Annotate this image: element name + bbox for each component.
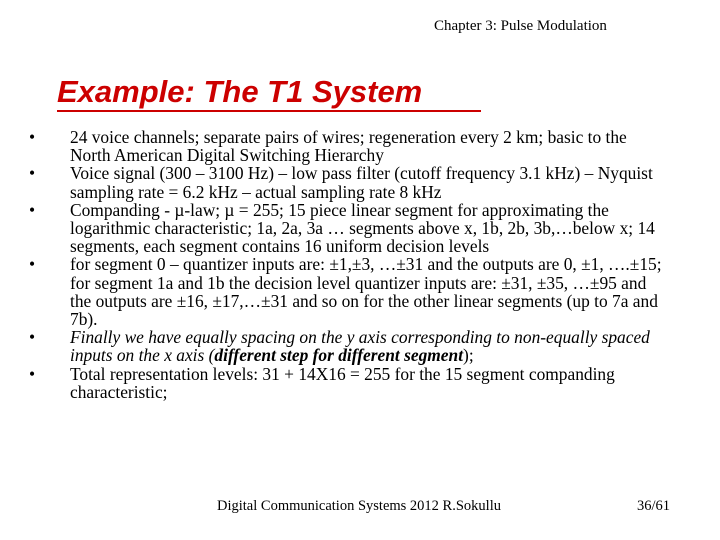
list-item (0, 201, 700, 256)
bullet-text-end: ); (463, 345, 474, 366)
bullet-text: Total representation levels: 31 + 14X16 = 255 for the 15 segment companding characteristic; (70, 363, 615, 402)
list-item (0, 255, 700, 328)
bullet-text-italic: Finally we have equally spacing on the y axis corresponding to non-equally spaced inputs on the x axis ( (70, 327, 650, 366)
bullet-text: Companding - µ-law; µ = 255; 15 piece linear segment for approximating the logarithmic characteristic; 1a, 2a, 3a … segments above x, 1b, 2b, 3b,…below x; 14 segments, each segment contains 16 uniform decision levels (70, 199, 655, 257)
slide-title: Example: The T1 System (57, 74, 423, 109)
bullet-dot: • (29, 163, 36, 184)
bullet-dot: • (29, 254, 36, 275)
chapter-header: Chapter 3: Pulse Modulation (434, 18, 607, 34)
bullet-dot: • (29, 199, 36, 220)
list-item (0, 128, 700, 164)
bullet-dot: • (29, 127, 36, 147)
bullet-dot: • (29, 363, 36, 384)
bullet-text: Voice signal (300 – 3100 Hz) – low pass filter (cutoff frequency 3.1 kHz) – Nyquist sampling rate = 6.2 kHz – actual sampling rate 8 kHz (70, 163, 653, 202)
footer-text: Digital Communication Systems 2012 R.Sokullu (217, 498, 501, 514)
list-item (0, 365, 700, 401)
title-underline (57, 110, 481, 112)
bullet-dot: • (29, 327, 36, 348)
bullet-text-bold: different step for different segment (214, 345, 464, 366)
bullet-list (0, 128, 700, 401)
list-item (0, 328, 700, 364)
page-number: 36/61 (637, 498, 671, 514)
bullet-text: for segment 0 – quantizer inputs are: ±1,±3, …±31 and the outputs are 0, ±1, ….±15; for segment 1a and 1b the decision level quantizer inputs are: ±31, ±35, …±95 and the outputs are ±16, ±17,…±31 and so on for the other linear segments (up to 7a and 7b). (70, 254, 662, 330)
bullet-text: 24 voice channels; separate pairs of wires; regeneration every 2 km; basic to the North American Digital Switching Hierarchy (70, 127, 627, 166)
list-item (0, 164, 700, 200)
